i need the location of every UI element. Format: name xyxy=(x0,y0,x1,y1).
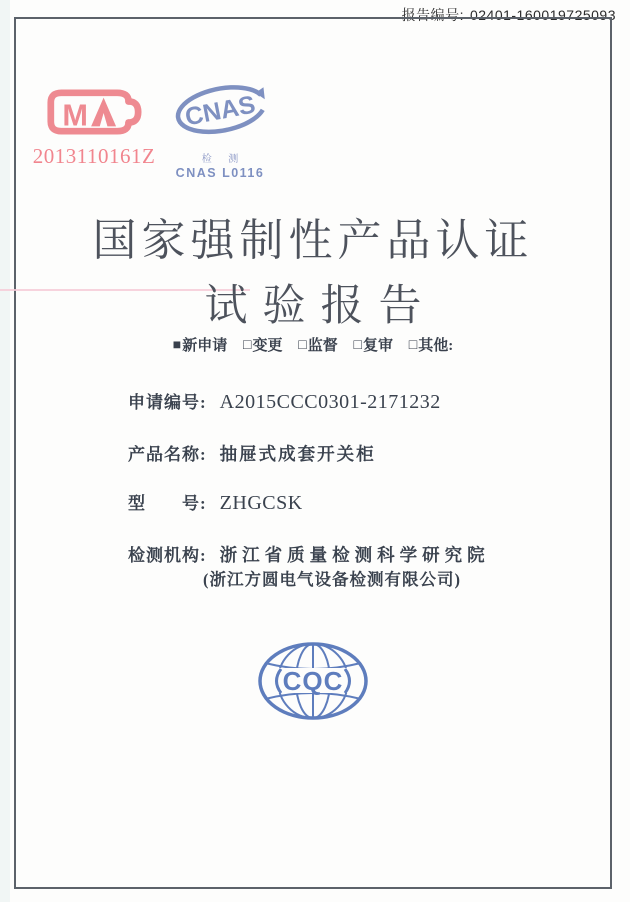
cnas-caption-jiance: 检 测 xyxy=(201,154,246,165)
field-application-number xyxy=(128,388,441,414)
checkbox-other xyxy=(409,338,453,354)
checkbox-label: 其他: xyxy=(418,338,454,354)
field-label: 检测机构: xyxy=(128,546,207,565)
cma-logo-block xyxy=(32,88,156,169)
checkbox-label: 变更 xyxy=(252,338,283,354)
field-testing-agency xyxy=(128,541,490,567)
scan-paper-edge xyxy=(0,0,10,902)
document-title-line1: 国家强制性产品认证 xyxy=(92,216,534,265)
checkbox-empty-icon: □ xyxy=(353,338,362,353)
field-value: A2015CCC0301-2171232 xyxy=(219,391,441,413)
application-type-row xyxy=(14,334,612,355)
cma-cert-number: 2013110161Z xyxy=(32,144,156,168)
checkbox-new-application xyxy=(173,338,227,354)
checkbox-label: 新申请 xyxy=(182,338,228,354)
cnas-logo-block xyxy=(166,78,274,180)
checkbox-empty-icon: □ xyxy=(243,338,252,353)
cqc-globe-icon xyxy=(257,666,369,725)
field-label: 申请编号: xyxy=(128,393,207,412)
checkbox-empty-icon: □ xyxy=(408,338,418,353)
checkbox-change xyxy=(243,338,282,354)
cnas-icon xyxy=(168,90,272,148)
field-model-number xyxy=(128,489,303,515)
report-number-label: 报告编号: xyxy=(401,7,464,23)
checkbox-review xyxy=(354,338,393,354)
field-value: 浙江省质量检测科学研究院 xyxy=(219,545,490,565)
checkbox-checked-icon: ■ xyxy=(172,338,182,353)
field-product-name xyxy=(128,440,376,466)
cqc-logo-block xyxy=(257,641,369,721)
cma-letter-m: M xyxy=(62,97,88,133)
document-title-line2: 试验报告 xyxy=(204,283,437,330)
cnas-letters: CNAS xyxy=(182,90,258,132)
report-number-value: 02401-160019725093 xyxy=(469,7,616,23)
field-label: 产品名称: xyxy=(128,445,207,464)
checkbox-label: 复审 xyxy=(362,338,393,354)
cqc-letters: CQC xyxy=(282,666,344,696)
cma-letter-a-shape xyxy=(91,98,116,127)
checkbox-empty-icon: □ xyxy=(298,338,307,353)
field-label: 型 号: xyxy=(128,494,207,513)
field-value: ZHGCSK xyxy=(219,492,303,514)
cma-icon xyxy=(46,97,142,140)
field-testing-agency-subline: (浙江方圆电气设备检测有限公司) xyxy=(203,570,461,589)
checkbox-label: 监督 xyxy=(307,338,338,354)
checkbox-supervision xyxy=(298,338,337,354)
field-value: 抽屉式成套开关柜 xyxy=(219,444,376,464)
cnas-accreditation-number: CNAS L0116 xyxy=(175,166,265,180)
